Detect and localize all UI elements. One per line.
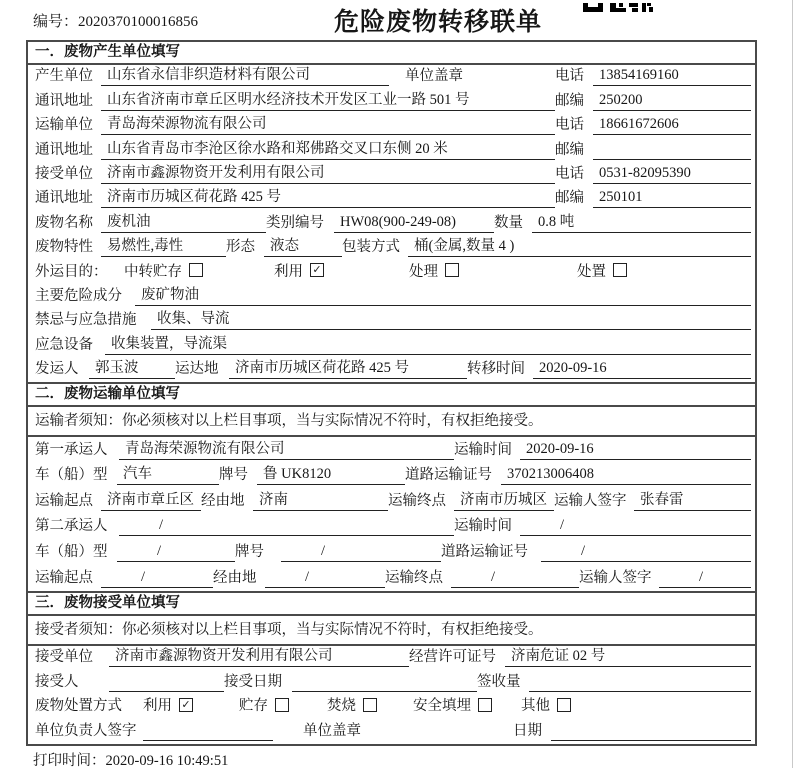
field-value: 18661672606 — [593, 115, 751, 135]
field-label: 道路运输证号 — [405, 467, 492, 484]
field-value: 废机油 — [101, 213, 266, 233]
field-label: 运输起点 — [35, 569, 93, 586]
checkbox-unchecked-icon — [613, 263, 627, 277]
field-value: 郭玉波 — [89, 359, 175, 379]
field-label: 运输时间 — [454, 441, 512, 458]
section-title: 一．废物产生单位填写 — [28, 42, 755, 65]
form-row — [28, 719, 755, 744]
field-value: HW08(900-249-08) — [334, 213, 494, 233]
field-label: 废物处置方式 — [35, 698, 122, 715]
checkbox-label: 贮存 — [239, 698, 268, 715]
section-3 — [28, 591, 755, 744]
checkbox-label: 安全填埋 — [413, 698, 471, 715]
field-label: 车（船）型 — [35, 467, 108, 484]
field-value: 废矿物油 — [135, 286, 751, 306]
field-label: 经营许可证号 — [409, 649, 496, 666]
form-row — [28, 670, 755, 695]
field-label: 牌号 — [219, 467, 248, 484]
field-value: 济南危证 02 号 — [505, 647, 751, 667]
form-row — [28, 163, 755, 187]
field-value: 鲁 UK8120 — [257, 465, 405, 485]
checkbox-field — [124, 260, 274, 282]
field-label: 包装方式 — [342, 239, 400, 256]
field-value: 0531-82095390 — [593, 164, 751, 184]
static-text: 单位盖章 — [303, 722, 361, 739]
field-label: 发运人 — [35, 361, 79, 378]
checkbox-label: 利用 — [274, 263, 303, 280]
field-value: 2020-09-16 — [520, 440, 751, 460]
section-note: 运输者须知：你必须核对以上栏目事项，当与实际情况不符时，有权拒绝接受。 — [28, 407, 755, 437]
field-value: / — [119, 516, 454, 536]
field-label: 签收量 — [477, 673, 521, 690]
field-label: 接受人 — [35, 673, 79, 690]
field-value — [551, 722, 751, 741]
form-row — [28, 358, 755, 382]
form-row — [28, 114, 755, 138]
field-value: / — [659, 568, 751, 588]
field-label: 废物特性 — [35, 239, 93, 256]
checkbox-checked-icon: ✓ — [310, 263, 324, 277]
form-row — [28, 539, 755, 565]
field-value: 济南市历城区荷花路 425 号 — [101, 188, 555, 208]
print-time-label: 打印时间： — [33, 753, 106, 769]
field-label: 接受单位 — [35, 165, 93, 182]
form-row — [28, 437, 755, 463]
form-row — [28, 333, 755, 357]
field-label: 转移时间 — [467, 361, 525, 378]
field-value: 13854169160 — [593, 66, 751, 86]
field-label: 第一承运人 — [35, 441, 108, 458]
checkbox-label: 中转贮存 — [124, 263, 182, 280]
field-value: 收集、导流 — [151, 310, 751, 330]
field-label: 单位负责人签字 — [35, 722, 137, 739]
field-label: 产生单位 — [35, 68, 93, 85]
section-1 — [28, 42, 755, 382]
field-label: 运输人签字 — [579, 569, 652, 586]
field-value: 济南市鑫源物资开发利用有限公司 — [109, 647, 409, 667]
checkbox-label: 其他 — [521, 698, 550, 715]
form-number-value: 2020370100016856 — [78, 14, 199, 30]
form-row — [28, 138, 755, 162]
form-row — [28, 514, 755, 540]
field-label: 类别编号 — [266, 214, 324, 231]
checkbox-field — [409, 260, 577, 282]
qr-code-icon — [583, 3, 653, 13]
form-number — [33, 10, 198, 31]
checkbox-unchecked-icon — [189, 263, 203, 277]
field-value: 汽车 — [117, 465, 219, 485]
field-label: 禁忌与应急措施 — [35, 312, 137, 329]
checkbox-label: 利用 — [143, 698, 172, 715]
checkbox-field — [327, 694, 413, 716]
field-value: / — [520, 516, 751, 536]
checkbox-field — [577, 260, 751, 282]
page-edge-line — [792, 0, 793, 768]
field-value: 济南市章丘区 — [101, 491, 201, 511]
field-value: 370213006408 — [501, 465, 751, 485]
field-label: 邮编 — [555, 92, 584, 109]
field-label: 运输终点 — [388, 492, 446, 509]
field-value: / — [281, 542, 441, 562]
form-row — [28, 89, 755, 113]
field-label: 形态 — [226, 239, 255, 256]
static-text: 单位盖章 — [405, 68, 463, 85]
field-value: 青岛海荣源物流有限公司 — [101, 115, 555, 135]
field-label: 日期 — [513, 722, 542, 739]
field-value: / — [117, 542, 235, 562]
field-label: 运输时间 — [454, 518, 512, 535]
checkbox-field — [413, 694, 521, 716]
field-value: 山东省永信非织造材料有限公司 — [101, 66, 389, 86]
field-label: 运输单位 — [35, 117, 93, 134]
field-value: 易燃性,毒性 — [101, 237, 226, 257]
field-label: 通讯地址 — [35, 141, 93, 158]
field-value: / — [541, 542, 751, 562]
section-2 — [28, 382, 755, 591]
field-label: 第二承运人 — [35, 518, 108, 535]
field-value: 济南市历城区 — [454, 491, 554, 511]
field-label: 主要危险成分 — [35, 287, 122, 304]
section-note: 接受者须知：你必须核对以上栏目事项，当与实际情况不符时，有权拒绝接受。 — [28, 616, 755, 646]
form-number-label: 编号： — [33, 14, 79, 30]
section-title: 二．废物运输单位填写 — [28, 382, 755, 407]
field-value — [109, 673, 224, 692]
field-label: 应急设备 — [35, 336, 93, 353]
field-value: 桶(金属,数量 4 ) — [408, 237, 751, 257]
field-value: / — [265, 568, 385, 588]
form-row — [28, 309, 755, 333]
field-value: 液态 — [264, 237, 342, 257]
form-row — [28, 285, 755, 309]
field-value: 山东省青岛市李沧区徐水路和郑佛路交叉口东侧 20 米 — [101, 140, 555, 160]
form-row — [28, 695, 755, 720]
field-value: 收集装置，导流渠 — [105, 335, 751, 355]
section-title: 三．废物接受单位填写 — [28, 591, 755, 616]
form-row — [28, 646, 755, 671]
field-value: 济南市鑫源物资开发利用有限公司 — [101, 164, 555, 184]
field-value: 2020-09-16 — [533, 359, 751, 379]
field-label: 电话 — [555, 117, 584, 134]
checkbox-label: 焚烧 — [327, 698, 356, 715]
form-table — [26, 40, 757, 746]
field-value: 250200 — [593, 91, 751, 111]
checkbox-label: 处置 — [577, 263, 606, 280]
field-label: 运输终点 — [385, 569, 443, 586]
qr-code-fragment — [583, 0, 653, 10]
field-label: 车（船）型 — [35, 544, 108, 561]
form-row — [28, 260, 755, 284]
field-value — [143, 722, 273, 741]
checkbox-unchecked-icon — [557, 698, 571, 712]
field-value: 青岛海荣源物流有限公司 — [119, 440, 454, 460]
checkbox-unchecked-icon — [478, 698, 492, 712]
field-label: 运达地 — [175, 361, 219, 378]
form-row — [28, 187, 755, 211]
checkbox-field — [521, 694, 751, 716]
checkbox-field — [143, 694, 239, 716]
form-row — [28, 236, 755, 260]
form-row — [28, 463, 755, 489]
checkbox-field — [274, 260, 409, 282]
field-label: 运输人签字 — [554, 492, 627, 509]
field-value: 250101 — [593, 188, 751, 208]
field-label: 通讯地址 — [35, 92, 93, 109]
form-row — [28, 488, 755, 514]
field-label: 邮编 — [555, 190, 584, 207]
checkbox-label: 处理 — [409, 263, 438, 280]
field-value: 济南市历城区荷花路 425 号 — [229, 359, 467, 379]
field-value — [529, 673, 751, 692]
field-label: 接受单位 — [35, 649, 93, 666]
field-value: / — [451, 568, 579, 588]
form-row — [28, 211, 755, 235]
checkbox-checked-icon: ✓ — [179, 698, 193, 712]
field-label: 数量 — [494, 214, 523, 231]
field-label: 牌号 — [235, 544, 264, 561]
field-value: 山东省济南市章丘区明水经济技术开发区工业一路 501 号 — [101, 91, 555, 111]
checkbox-field — [239, 694, 327, 716]
field-label: 通讯地址 — [35, 190, 93, 207]
field-label: 邮编 — [555, 141, 584, 158]
field-value: 张春雷 — [634, 491, 751, 511]
field-label: 电话 — [555, 68, 584, 85]
field-value: 0.8 吨 — [532, 213, 751, 233]
page-title: 危险废物转移联单 — [333, 8, 543, 36]
field-label: 运输起点 — [35, 492, 93, 509]
field-label: 废物名称 — [35, 214, 93, 231]
field-value — [593, 141, 751, 160]
checkbox-unchecked-icon — [275, 698, 289, 712]
field-value — [292, 673, 477, 692]
checkbox-unchecked-icon — [363, 698, 377, 712]
form-row — [28, 565, 755, 591]
field-value: 济南 — [253, 491, 388, 511]
print-time-value: 2020-09-16 10:49:51 — [105, 753, 229, 769]
field-label: 道路运输证号 — [441, 544, 528, 561]
field-label: 电话 — [555, 165, 584, 182]
field-label: 经由地 — [201, 492, 245, 509]
field-label: 经由地 — [213, 569, 257, 586]
print-time — [33, 749, 228, 770]
field-label: 接受日期 — [224, 673, 282, 690]
field-value: / — [101, 568, 213, 588]
field-label: 外运目的： — [35, 263, 108, 280]
checkbox-unchecked-icon — [445, 263, 459, 277]
form-row — [28, 65, 755, 89]
